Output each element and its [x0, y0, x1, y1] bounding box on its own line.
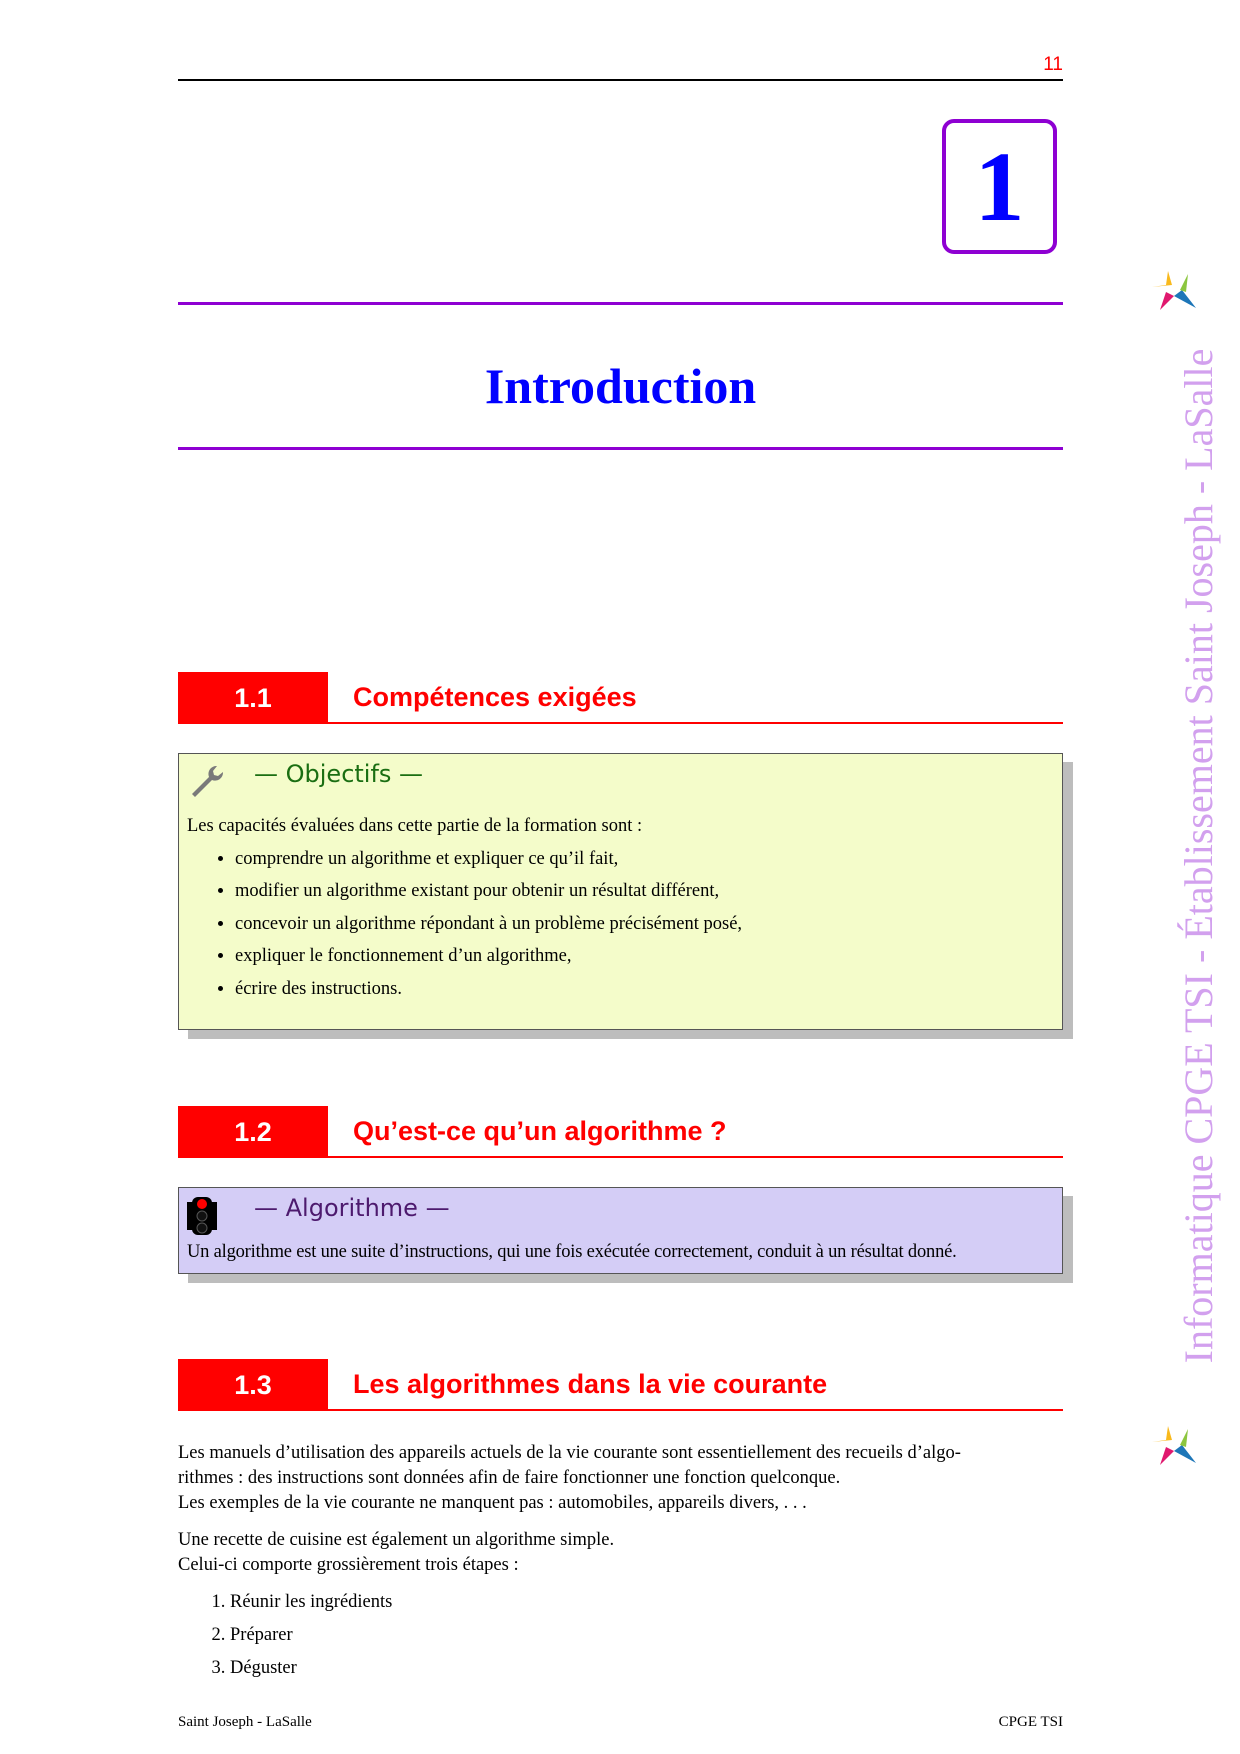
paragraph-line: Les exemples de la vie courante ne manquent pas : automobiles, appareils divers, . . . [178, 1493, 807, 1513]
objectif-item: • concevoir un algorithme répondant à un problème précisément posé, [235, 908, 1054, 941]
section-rule [328, 1409, 1063, 1411]
objectif-item: • modifier un algorithme existant pour obtenir un résultat différent, [235, 875, 1054, 908]
objectif-item: • expliquer le fonctionnement d’un algorithme, [235, 940, 1054, 973]
vertical-watermark: Informatique CPGE TSI - Établissement Saint Joseph - LaSalle [1176, 348, 1221, 1364]
title-rule-bottom [178, 447, 1063, 450]
paragraph-line: rithmes : des instructions sont données afin de faire fonctionner une fonction quelconque. [178, 1468, 841, 1488]
section-title: Les algorithmes dans la vie courante [353, 1369, 828, 1399]
section-title: Compétences exigées [353, 682, 637, 712]
algorithme-heading: — Algorithme — [254, 1194, 450, 1222]
header-rule [178, 79, 1063, 81]
paragraph-line: Une recette de cuisine est également un algorithme simple. [178, 1530, 615, 1550]
section-rule [328, 1156, 1063, 1158]
algorithme-box [178, 1187, 1063, 1274]
section-rule [328, 722, 1063, 724]
objectifs-intro: Les capacités évaluées dans cette partie de la formation sont : [187, 816, 643, 836]
footer-right: CPGE TSI [998, 1714, 1063, 1730]
page-number: 11 [1043, 54, 1063, 75]
section-number: 1.2 [178, 1106, 328, 1158]
section-heading-1-1 [178, 672, 1063, 724]
title-rule-top [178, 302, 1063, 305]
objectif-item: • comprendre un algorithme et expliquer ce qu’il fait, [235, 843, 1054, 876]
vie-courante-text [178, 1441, 1063, 1685]
section-title: Qu’est-ce qu’un algorithme ? [353, 1116, 727, 1146]
objectifs-content [187, 810, 1054, 1005]
school-logo-star-icon [1150, 1405, 1198, 1467]
step-item: 3. Déguster [230, 1652, 1063, 1685]
step-item: 1. Réunir les ingrédients [230, 1586, 1063, 1619]
traffic-light-icon [187, 1196, 217, 1236]
footer-left: Saint Joseph - LaSalle [178, 1714, 312, 1730]
section-number: 1.1 [178, 672, 328, 724]
step-item: 2. Préparer [230, 1619, 1063, 1652]
school-logo-star-icon [1150, 250, 1198, 312]
section-heading-1-3 [178, 1359, 1063, 1411]
objectifs-heading: — Objectifs — [254, 760, 424, 788]
paragraph-line: Celui-ci comporte grossièrement trois étapes : [178, 1555, 519, 1575]
objectifs-box [178, 753, 1063, 1030]
chapter-number-box: 1 [942, 119, 1057, 254]
paragraph-line: Les manuels d’utilisation des appareils actuels de la vie courante sont essentiellement des recueils d’algo- [178, 1443, 961, 1463]
objectif-item: • écrire des instructions. [235, 973, 1054, 1006]
wrench-icon [187, 762, 227, 802]
section-number: 1.3 [178, 1359, 328, 1411]
algorithme-definition: Un algorithme est une suite d’instructions, qui une fois exécutée correctement, conduit à un résultat donné. [187, 1242, 957, 1262]
chapter-title: Introduction [484, 358, 757, 414]
section-heading-1-2 [178, 1106, 1063, 1158]
